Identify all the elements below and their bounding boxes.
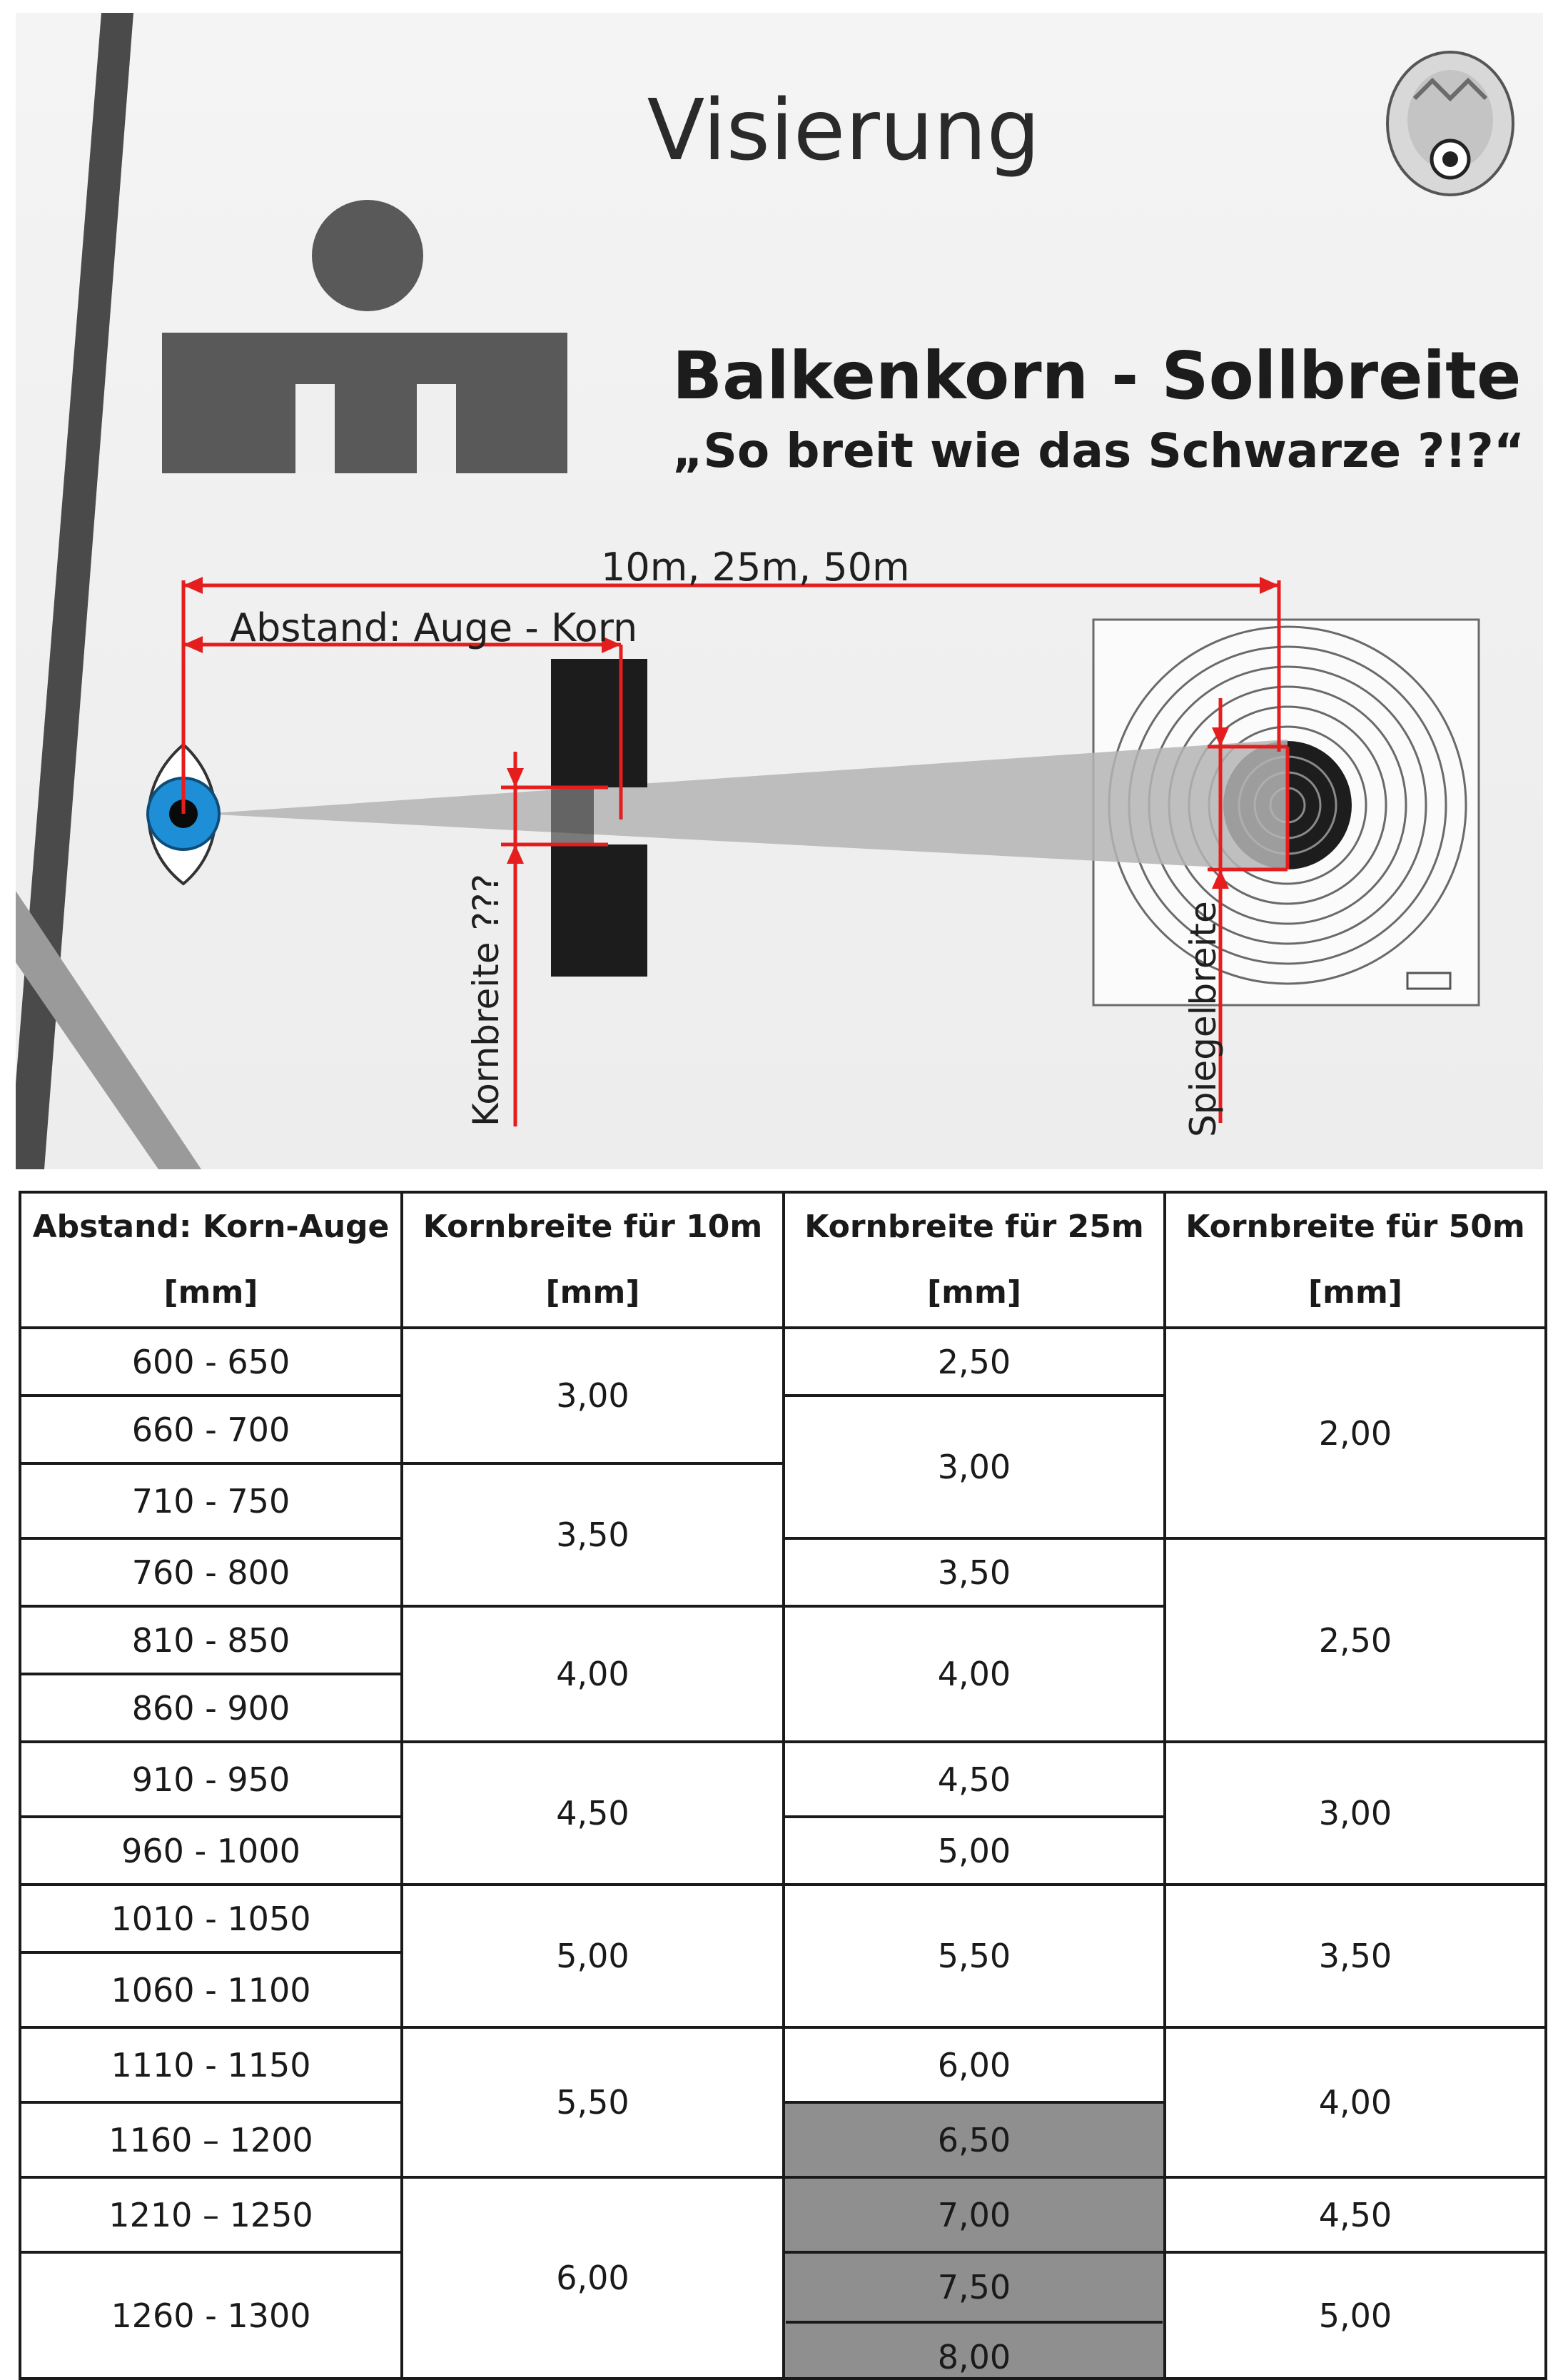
eye-to-sight-label: Abstand: Auge - Korn bbox=[230, 605, 638, 650]
distance-cell: 1010 - 1050 bbox=[20, 1885, 402, 1952]
sight-width-table bbox=[19, 1191, 1547, 2380]
width-25m-value: 8,00 bbox=[786, 2321, 1163, 2376]
header-distance-label: Abstand: Korn-Auge bbox=[32, 1209, 390, 1245]
sight-diagram bbox=[16, 13, 1543, 1169]
header-10m bbox=[402, 1192, 784, 1328]
width-10m-cell: 5,50 bbox=[402, 2027, 784, 2177]
table-header-row bbox=[20, 1192, 1546, 1328]
width-25m-cell-highlighted: 6,50 bbox=[784, 2102, 1165, 2177]
distance-cell: 960 - 1000 bbox=[20, 1817, 402, 1885]
range-label: 10m, 25m, 50m bbox=[601, 545, 910, 590]
header-distance bbox=[20, 1192, 402, 1328]
width-25m-value: 7,50 bbox=[937, 2268, 1011, 2306]
distance-cell: 1160 – 1200 bbox=[20, 2102, 402, 2177]
header-10m-unit: [mm] bbox=[545, 1274, 640, 1311]
width-25m-cell: 5,50 bbox=[784, 1885, 1165, 2027]
width-50m-cell: 5,00 bbox=[1165, 2252, 1546, 2379]
slide-title: Visierung bbox=[647, 81, 1041, 179]
table-row bbox=[20, 2027, 1546, 2102]
header-50m-label: Kornbreite für 50m bbox=[1185, 1209, 1525, 1245]
width-10m-cell: 3,00 bbox=[402, 1328, 784, 1463]
width-25m-cell: 3,00 bbox=[784, 1396, 1165, 1538]
header-50m-unit: [mm] bbox=[1308, 1274, 1402, 1311]
width-10m-cell: 6,00 bbox=[402, 2177, 784, 2379]
distance-cell: 860 - 900 bbox=[20, 1674, 402, 1742]
width-25m-cell: 4,00 bbox=[784, 1606, 1165, 1742]
sight-beam bbox=[203, 740, 1288, 871]
distance-cell: 910 - 950 bbox=[20, 1742, 402, 1817]
table-row bbox=[20, 1328, 1546, 1396]
distance-cell: 710 - 750 bbox=[20, 1463, 402, 1538]
width-25m-cell: 4,50 bbox=[784, 1742, 1165, 1817]
distance-cell: 1210 – 1250 bbox=[20, 2177, 402, 2252]
slide-heading: Balkenkorn - Sollbreite bbox=[672, 338, 1522, 414]
mirror-width-label: Spiegelbreite bbox=[1183, 901, 1224, 1137]
header-25m bbox=[784, 1192, 1165, 1328]
width-50m-cell: 3,50 bbox=[1165, 1885, 1546, 2027]
table-row bbox=[20, 2177, 1546, 2252]
width-50m-cell: 4,50 bbox=[1165, 2177, 1546, 2252]
distance-cell: 600 - 650 bbox=[20, 1328, 402, 1396]
header-10m-label: Kornbreite für 10m bbox=[423, 1209, 763, 1245]
width-10m-cell: 4,00 bbox=[402, 1606, 784, 1742]
width-10m-cell: 5,00 bbox=[402, 1885, 784, 2027]
slide-subheading: „So breit wie das Schwarze ?!?“ bbox=[672, 423, 1525, 478]
distance-cell: 660 - 700 bbox=[20, 1396, 402, 1463]
header-25m-unit: [mm] bbox=[927, 1274, 1021, 1311]
table-row bbox=[20, 1742, 1546, 1817]
sight-slide bbox=[16, 13, 1543, 1169]
width-25m-cell: 3,50 bbox=[784, 1538, 1165, 1606]
width-25m-cell: 6,00 bbox=[784, 2027, 1165, 2102]
width-10m-cell: 4,50 bbox=[402, 1742, 784, 1885]
width-25m-cell: 2,50 bbox=[784, 1328, 1165, 1396]
width-50m-cell: 2,00 bbox=[1165, 1328, 1546, 1538]
width-25m-cell-highlighted bbox=[784, 2252, 1165, 2379]
distance-cell: 1110 - 1150 bbox=[20, 2027, 402, 2102]
header-25m-label: Kornbreite für 25m bbox=[804, 1209, 1144, 1245]
distance-cell: 1060 - 1100 bbox=[20, 1952, 402, 2027]
width-25m-cell: 5,00 bbox=[784, 1817, 1165, 1885]
distance-cell: 1260 - 1300 bbox=[20, 2252, 402, 2379]
width-25m-cell-highlighted: 7,00 bbox=[784, 2177, 1165, 2252]
front-sight-width-label: Kornbreite ??? bbox=[465, 874, 507, 1126]
width-50m-cell: 3,00 bbox=[1165, 1742, 1546, 1885]
distance-cell: 810 - 850 bbox=[20, 1606, 402, 1674]
width-50m-cell: 4,00 bbox=[1165, 2027, 1546, 2177]
header-distance-unit: [mm] bbox=[163, 1274, 258, 1311]
header-50m bbox=[1165, 1192, 1546, 1328]
bar-sight-icon bbox=[162, 200, 567, 473]
distance-cell: 760 - 800 bbox=[20, 1538, 402, 1606]
width-50m-cell: 2,50 bbox=[1165, 1538, 1546, 1742]
table-row bbox=[20, 1885, 1546, 1952]
width-10m-cell: 3,50 bbox=[402, 1463, 784, 1606]
